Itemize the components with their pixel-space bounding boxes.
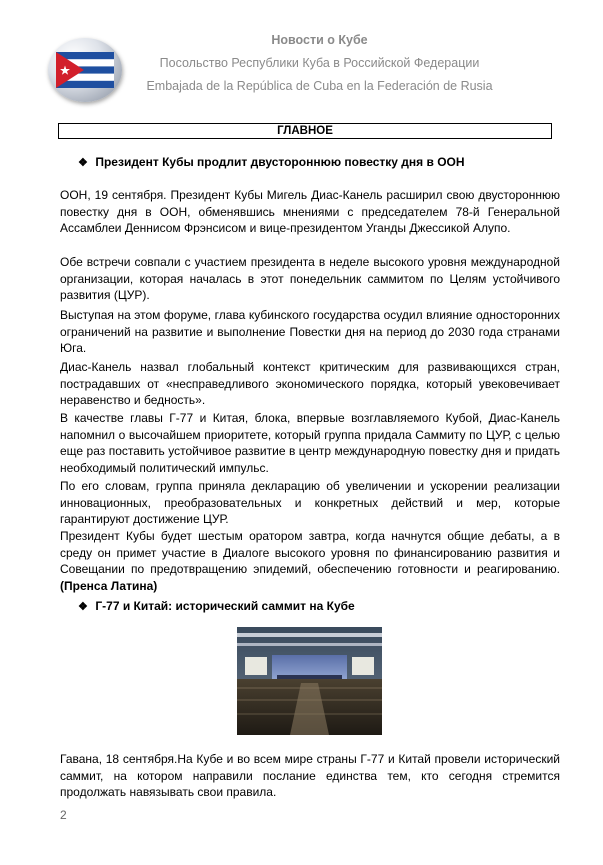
header-embassy-ru: Посольство Республики Куба в Российской Федерации [159, 56, 480, 70]
paragraph-text: Президент Кубы будет шестым оратором завтра, когда начнутся общие дебаты, а в среду он примет участие в Диалоге высокого уровня по финансированию развития и Совещании по предотвращению эпидемий, обеспечению готовности и реагированию. [60, 529, 560, 576]
diamond-bullet-icon: ❖ [78, 601, 88, 613]
paragraph: Выступая на этом форуме, глава кубинского государства осудил влияние односторонних ограничений на развитие и выполнение Повестки дня на период до 2030 года странами Юга. [60, 308, 560, 355]
headline-text: Г-77 и Китай: исторический саммит на Кубе [95, 599, 355, 613]
diamond-bullet-icon: ❖ [78, 157, 88, 169]
summit-photo [237, 627, 382, 735]
header-title: Новости о Кубе [271, 33, 368, 47]
article-headline [78, 599, 355, 613]
paragraph: Обе встречи совпали с участием президента в неделе высокого уровня международной организации, которая началась в этот понедельник саммитом по Целям устойчивого развития (ЦУР). [60, 255, 560, 302]
section-title: ГЛАВНОЕ [58, 123, 552, 139]
paragraph: Диас-Канель назвал глобальный контекст критическим для развивающихся стран, пострадавших от «несправедливого экономического порядка, который увековечивает неравенство и бедность». [60, 360, 560, 407]
paragraph [60, 528, 560, 594]
page-number: 2 [60, 808, 67, 822]
header-embassy-es: Embajada de la República de Cuba en la Federación de Rusia [146, 79, 493, 93]
paragraph: В качестве главы Г-77 и Китая, блока, впервые возглавляемого Кубой, Диас-Канель напомнил о высочайшем приоритете, который группа придала Саммиту по ЦУР, с целью еще раз поставить устойчивое развитие в центр международную повестку дня и придать необходимый политический импульс. [60, 411, 560, 475]
headline-text: Президент Кубы продлит двустороннюю повестку дня в ООН [95, 155, 465, 169]
paragraph: По его словам, группа приняла декларацию об увеличении и ускорении реализации инновационных, преобразовательных и конкретных действий и мер, которые гарантируют достижение ЦУР. [60, 479, 560, 526]
paragraph: Гавана, 18 сентября.На Кубе и во всем мире страны Г-77 и Китай провели исторический саммит, на котором направили послание единства тем, кто сегодня стремится продолжать навязывать свои правила. [60, 752, 560, 799]
page-header [0, 0, 603, 110]
article-headline [78, 155, 465, 169]
paragraph: ООН, 19 сентября. Президент Кубы Мигель Диас-Канель расширил свою двустороннюю повестку дня в ООН, обменявшись мнениями с председателем 78-й Генеральной Ассамблеи Деннисом Фрэнсисом и вице-президентом Уганды Джессикой Алупо. [60, 188, 560, 235]
source-credit: (Пренса Латина) [60, 578, 158, 593]
